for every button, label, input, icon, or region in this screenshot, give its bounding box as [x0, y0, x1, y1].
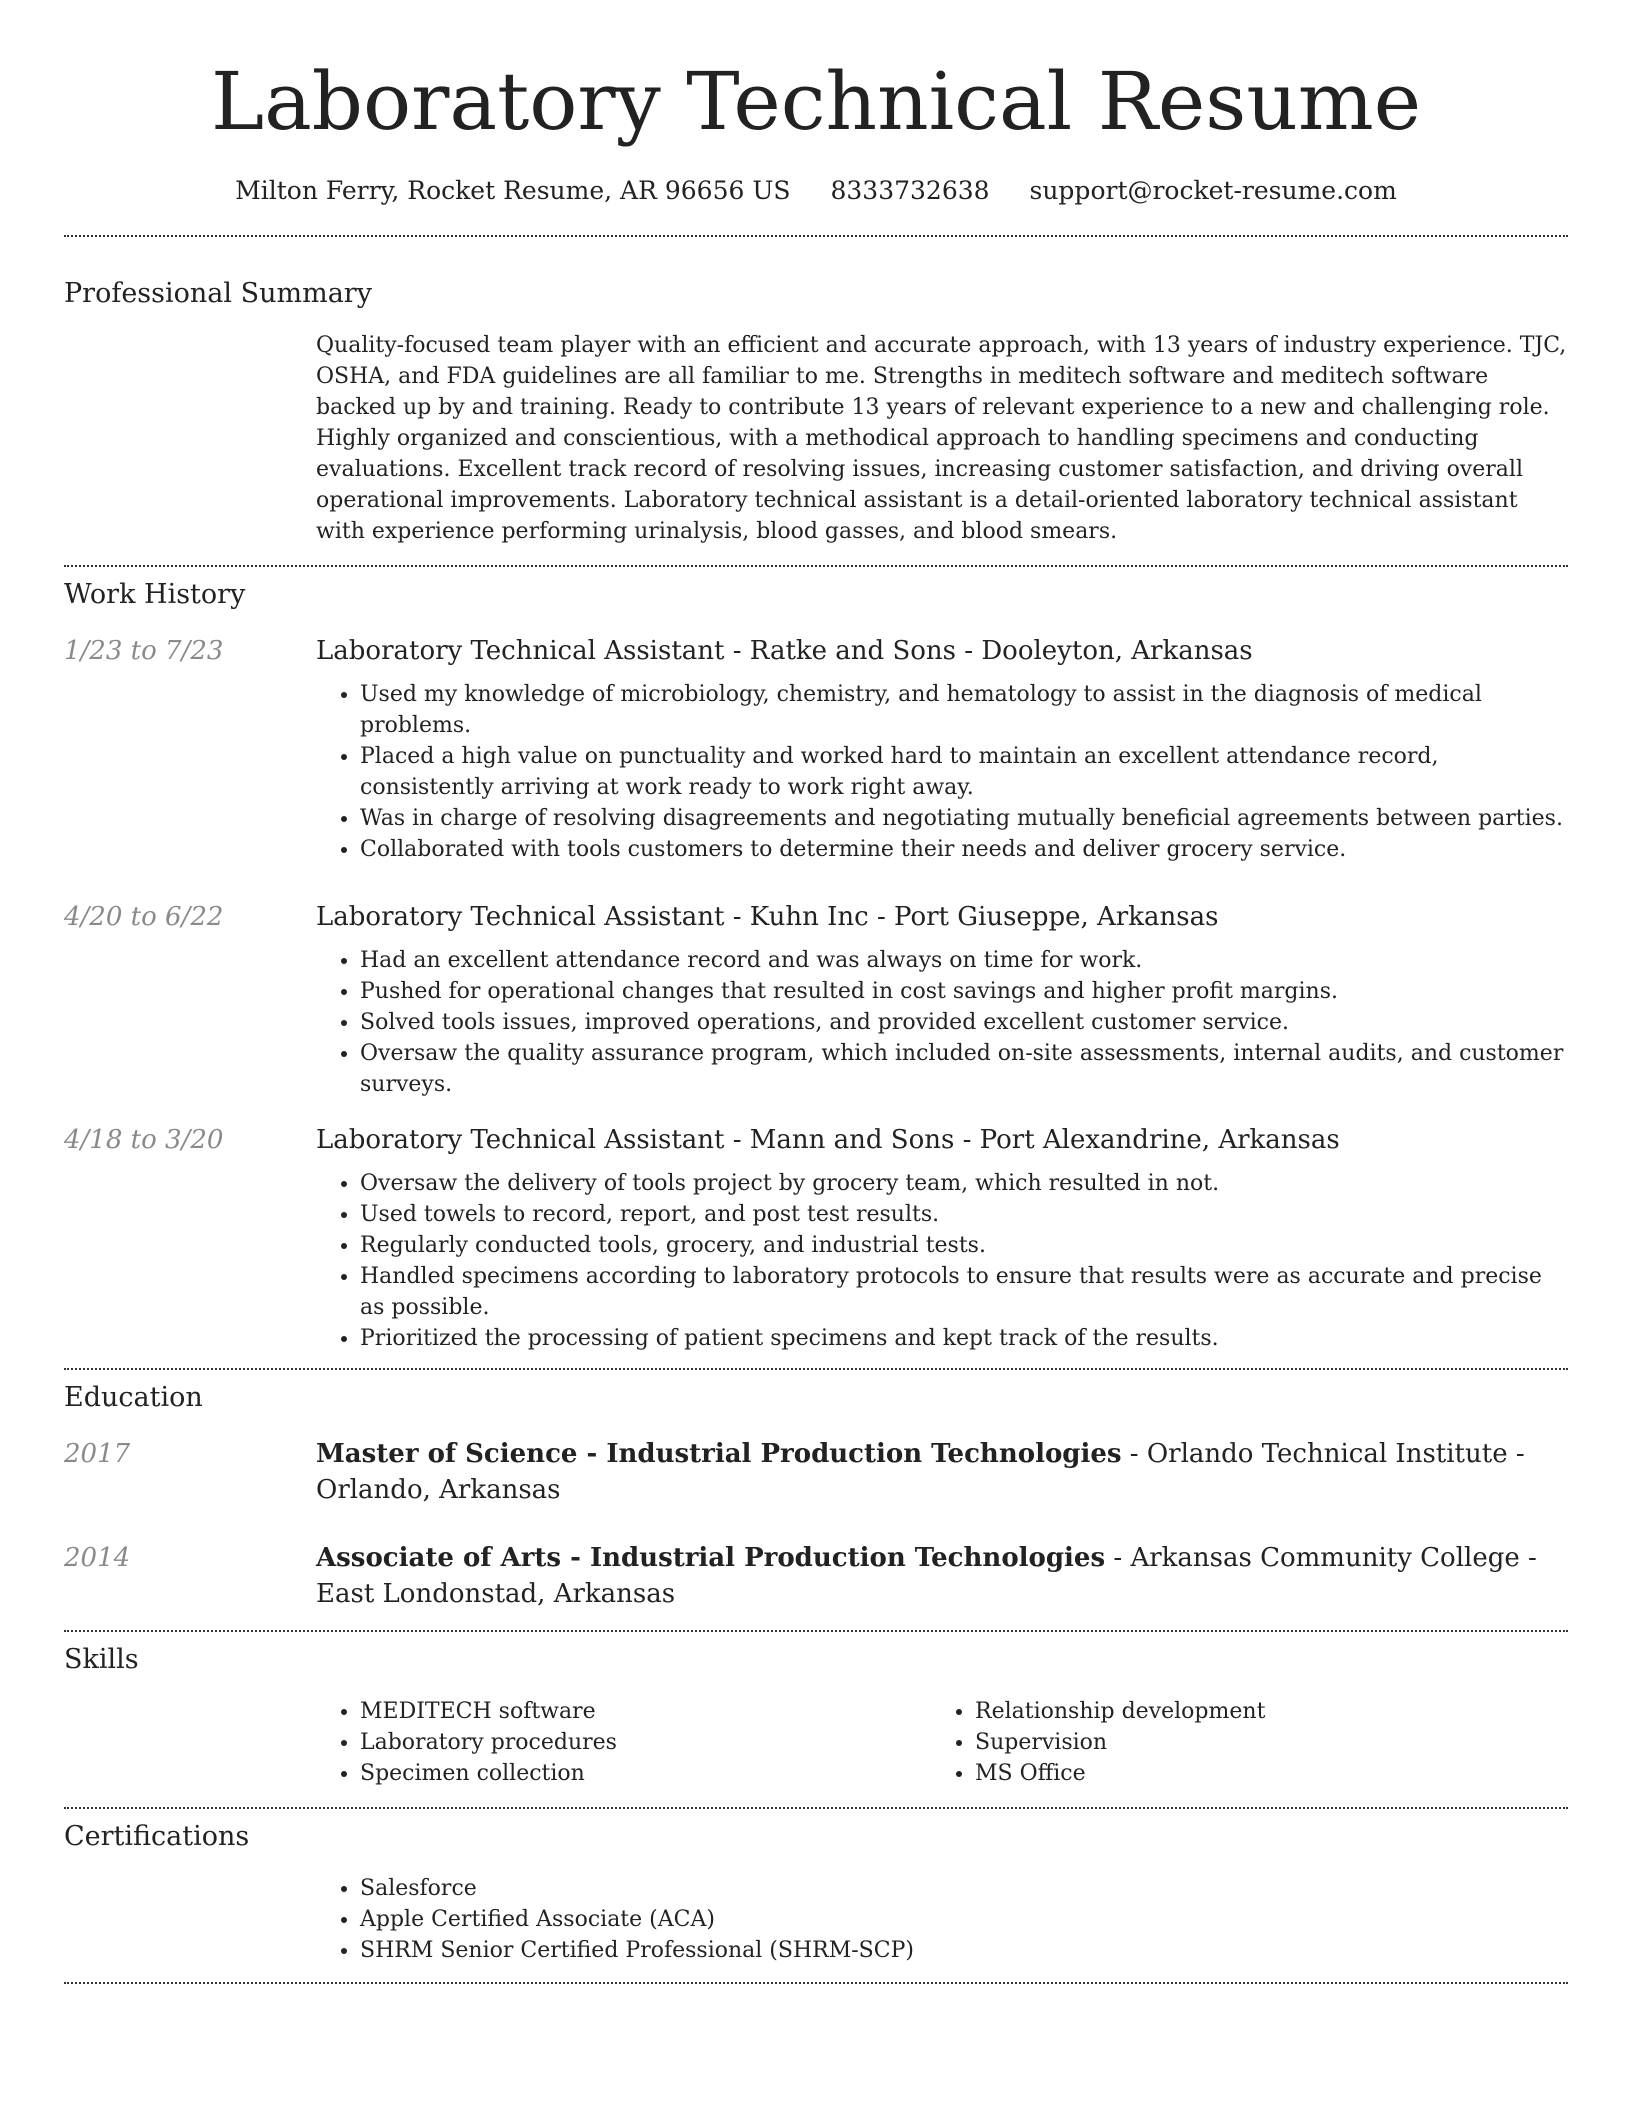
- list-item: • Used my knowledge of microbiology, chemistry, and hematology to assist in the diagnosis of medical problems.: [360, 679, 1568, 741]
- job-dates: 4/20 to 6/22: [64, 902, 224, 932]
- contact-address: Milton Ferry, Rocket Resume, AR 96656 US: [235, 176, 791, 205]
- list-item: • Placed a high value on punctuality and worked hard to maintain an excellent attendance record, consistently arriving at work ready to work right away.: [360, 741, 1568, 803]
- education-title: [316, 1540, 1568, 1612]
- list-item: • Regularly conducted tools, grocery, and industrial tests.: [360, 1230, 1568, 1261]
- education-title: [316, 1436, 1568, 1508]
- list-item: • Had an excellent attendance record and was always on time for work.: [360, 945, 1568, 976]
- list-item: • Supervision: [975, 1727, 1546, 1758]
- school-info: - Orlando Technical Institute - Orlando, Arkansas: [316, 1439, 1525, 1505]
- education-section: [64, 1370, 1568, 1612]
- skills-heading: Skills: [64, 1644, 139, 1675]
- school-info: - Arkansas Community College - East Londonstad, Arkansas: [316, 1543, 1537, 1609]
- work-history-section: [64, 567, 1568, 1354]
- education-entry: [64, 1436, 1568, 1508]
- job-title: Laboratory Technical Assistant - Ratke and Sons - Dooleyton, Arkansas: [316, 636, 1253, 666]
- list-item: • SHRM Senior Certified Professional (SHRM-SCP): [360, 1935, 1568, 1966]
- job-dates: 4/18 to 3/20: [64, 1125, 224, 1155]
- list-item: • Laboratory procedures: [360, 1727, 931, 1758]
- job-bullets: [316, 1168, 1568, 1354]
- list-item: • Oversaw the quality assurance program, which included on-site assessments, internal audits, and customer surveys.: [360, 1038, 1568, 1100]
- list-item: • Specimen collection: [360, 1758, 931, 1789]
- list-item: • Handled specimens according to laboratory protocols to ensure that results were as accurate and precise as possible.: [360, 1261, 1568, 1323]
- job-title: Laboratory Technical Assistant - Mann and Sons - Port Alexandrine, Arkansas: [316, 1125, 1340, 1155]
- list-item: • Used towels to record, report, and post test results.: [360, 1199, 1568, 1230]
- list-item: • Relationship development: [975, 1696, 1546, 1727]
- education-year: 2017: [64, 1439, 131, 1469]
- certifications-heading: Certifications: [64, 1821, 250, 1852]
- divider: [64, 1982, 1568, 1984]
- education-entry: [64, 1540, 1568, 1612]
- skills-list-right: [931, 1696, 1546, 1789]
- work-history-heading: Work History: [64, 579, 246, 610]
- list-item: • Pushed for operational changes that resulted in cost savings and higher profit margins.: [360, 976, 1568, 1007]
- job-dates: 1/23 to 7/23: [64, 636, 224, 666]
- skills-list-left: [316, 1696, 931, 1789]
- education-year: 2014: [64, 1543, 131, 1573]
- skills-grid: [316, 1696, 1568, 1789]
- degree-name: Master of Science - Industrial Production Technologies: [316, 1439, 1122, 1469]
- job-bullets: [316, 945, 1568, 1100]
- list-item: • MS Office: [975, 1758, 1546, 1789]
- list-item: • Collaborated with tools customers to determine their needs and deliver grocery service.: [360, 834, 1568, 865]
- contact-line: [64, 174, 1568, 208]
- contact-phone: 8333732638: [830, 176, 990, 205]
- skills-section: [64, 1632, 1568, 1789]
- list-item: • Was in charge of resolving disagreements and negotiating mutually beneficial agreements between parties.: [360, 803, 1568, 834]
- summary-text: Quality-focused team player with an efficient and accurate approach, with 13 years of industry experience. TJC, OSHA, and FDA guidelines are all familiar to me. Strengths in meditech software and meditech software backed up by and training. Ready to contribute 13 years of relevant experience to a new and challenging role. Highly organized and conscientious, with a methodical approach to handling specimens and conducting evaluations. Excellent track record of resolving issues, increasing customer satisfaction, and driving overall operational improvements. Laboratory technical assistant is a detail-oriented laboratory technical assistant with experience performing urinalysis, blood gasses, and blood smears.: [316, 333, 1567, 544]
- list-item: • Prioritized the processing of patient specimens and kept track of the results.: [360, 1323, 1568, 1354]
- summary-heading: Professional Summary: [64, 278, 372, 309]
- certifications-section: [64, 1809, 1568, 1966]
- certifications-list: [316, 1873, 1568, 1966]
- job-entry: [64, 899, 1568, 1100]
- job-entry: [64, 633, 1568, 865]
- list-item: • MEDITECH software: [360, 1696, 931, 1727]
- summary-section: [64, 237, 1568, 547]
- job-title: Laboratory Technical Assistant - Kuhn Inc - Port Giuseppe, Arkansas: [316, 902, 1219, 932]
- education-heading: Education: [64, 1382, 203, 1413]
- list-item: • Solved tools issues, improved operations, and provided excellent customer service.: [360, 1007, 1568, 1038]
- resume-title: Laboratory Technical Resume: [210, 55, 1422, 148]
- job-bullets: [316, 679, 1568, 865]
- job-entry: [64, 1122, 1568, 1354]
- list-item: • Apple Certified Associate (ACA): [360, 1904, 1568, 1935]
- contact-email: support@rocket-resume.com: [1029, 176, 1397, 205]
- degree-name: Associate of Arts - Industrial Production Technologies: [316, 1543, 1106, 1573]
- list-item: • Salesforce: [360, 1873, 1568, 1904]
- list-item: • Oversaw the delivery of tools project by grocery team, which resulted in not.: [360, 1168, 1568, 1199]
